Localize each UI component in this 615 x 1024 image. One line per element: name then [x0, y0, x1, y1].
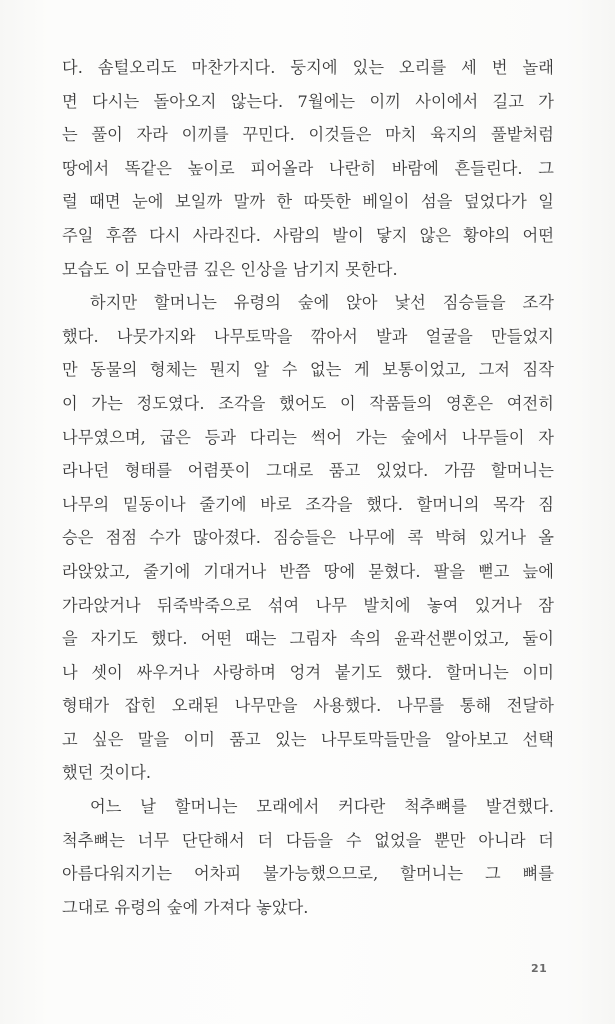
text-line: 고 싶은 말을 이미 품고 있는 나무토막들만을 알아보고 선택 — [62, 729, 554, 749]
text-line: 하지만 할머니는 유령의 숲에 앉아 낯선 짐승들을 조각 — [90, 293, 554, 313]
paragraph-2 — [62, 286, 554, 790]
text-line: 땅에서 똑같은 높이로 피어올라 나란히 바람에 흔들린다. 그 — [62, 158, 554, 178]
text-line: 라나던 형태를 어렴풋이 그대로 품고 있었다. 가끔 할머니는 — [62, 461, 554, 481]
text-line: 럴 때면 눈에 보일까 말까 한 따뜻한 베일이 섬을 덮었다가 일 — [62, 192, 554, 212]
text-line: 주일 후쯤 다시 사라진다. 사람의 발이 닿지 않은 황야의 어떤 — [62, 225, 554, 245]
text-line: 그대로 유령의 숲에 가져다 놓았다. — [62, 897, 309, 917]
body-text — [62, 51, 554, 924]
text-line: 나무의 밑동이나 줄기에 바로 조각을 했다. 할머니의 목각 짐 — [62, 494, 554, 514]
text-line: 가라앉거나 뒤죽박죽으로 섞여 나무 발치에 놓여 있거나 잠 — [62, 595, 554, 615]
paragraph-3 — [62, 790, 554, 924]
text-line: 이 가는 정도였다. 조각을 했어도 이 작품들의 영혼은 여전히 — [62, 393, 554, 413]
text-line: 했던 것이다. — [62, 763, 152, 783]
text-line: 척추뼈는 너무 단단해서 더 다듬을 수 없었을 뿐만 아니라 더 — [62, 830, 554, 850]
text-line: 나무였으며, 굽은 등과 다리는 썩어 가는 숲에서 나무들이 자 — [62, 427, 554, 447]
text-line: 어느 날 할머니는 모래에서 커다란 척추뼈를 발견했다. — [90, 797, 554, 817]
text-line: 면 다시는 돌아오지 않는다. 7월에는 이끼 사이에서 길고 가 — [62, 91, 554, 111]
paragraph-1 — [62, 51, 554, 286]
text-line: 다. 솜털오리도 마찬가지다. 둥지에 있는 오리를 세 번 놀래 — [62, 58, 554, 77]
text-line: 만 동물의 형체는 뭔지 알 수 없는 게 보통이었고, 그저 짐작 — [62, 360, 554, 380]
text-line: 형태가 잡힌 오래된 나무만을 사용했다. 나무를 통해 전달하 — [62, 696, 554, 716]
text-line: 을 자기도 했다. 어떤 때는 그림자 속의 윤곽선뿐이었고, 둘이 — [62, 629, 554, 649]
text-line: 모습도 이 모습만큼 깊은 인상을 남기지 못한다. — [62, 259, 398, 279]
text-line: 나 셋이 싸우거나 사랑하며 엉겨 붙기도 했다. 할머니는 이미 — [62, 662, 554, 682]
text-line: 는 풀이 자라 이끼를 꾸민다. 이것들은 마치 육지의 풀밭처럼 — [62, 125, 554, 145]
text-line: 승은 점점 수가 많아졌다. 짐승들은 나무에 콕 박혀 있거나 올 — [62, 528, 554, 548]
text-line: 아름다워지기는 어차피 불가능했으므로, 할머니는 그 뼈를 — [62, 864, 554, 884]
page-number: 21 — [531, 962, 548, 975]
text-line: 라앉았고, 줄기에 기대거나 반쯤 땅에 묻혔다. 팔을 뻗고 늪에 — [62, 561, 554, 581]
text-line: 했다. 나뭇가지와 나무토막을 깎아서 발과 얼굴을 만들었지 — [62, 326, 554, 346]
